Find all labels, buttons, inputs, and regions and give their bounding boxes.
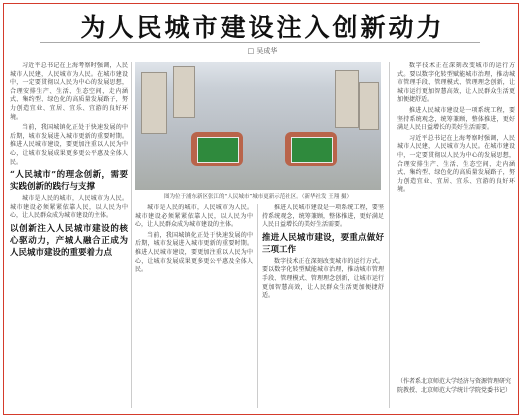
building <box>335 70 359 128</box>
photo-caption: 图为位于浦东新区张江的“人民城市”城市更新示范社区。（新华社发 王翔 摄） <box>164 194 352 200</box>
paragraph: 习近平总书记在上海考察时强调，人民城市人民建，人民城市为人民。在城市建设中，一定要贯彻以人民为中心的发展思想，合理安排生产、生活、生态空间，走内涵式、集约型、绿色化的高质量发展路子，努力创造宜业、宜居、宜乐、宜游的良好环境。 <box>10 62 128 121</box>
column-1 <box>10 62 128 412</box>
paragraph: 数字技术正在深刻改变城市的运行方式。要以数字化转型赋能城市治理，推动城市管理手段、管理模式、管理理念创新，让城市运行更加智慧高效，让人民群众生活更加便捷舒适。 <box>262 257 384 300</box>
column-divider <box>389 62 390 408</box>
column-3 <box>262 204 384 409</box>
title-divider <box>40 42 480 43</box>
city-aerial-photo <box>135 62 381 190</box>
section-heading-3: 推进人民城市建设，要重点做好三项工作 <box>262 232 384 255</box>
column-4 <box>397 62 515 374</box>
section-heading-1: “人民城市”的理念创新，需要实践创新的践行与支撑 <box>10 170 128 193</box>
section-heading-2: 以创新注入人民城市建设的核心驱动力，产城人融合正成为人民城市建设的重要着力点 <box>10 223 128 258</box>
paragraph: 习近平总书记在上海考察时强调，人民城市人民建，人民城市为人民。在城市建设中，一定要贯彻以人民为中心的发展思想，合理安排生产、生活、生态空间，走内涵式、集约型、绿色化的高质量发展路子，努力创造宜业、宜居、宜乐、宜游的良好环境。 <box>397 134 515 194</box>
column-divider <box>131 62 132 408</box>
sports-field <box>197 137 239 163</box>
author-byline: □ 吴成华 <box>247 47 278 55</box>
paragraph: 城市是人民的城市，人民城市为人民。城市建设必须紧紧依靠人民，以人民为中心，让人民群众成为城市建设的主体。 <box>10 195 128 220</box>
column-2 <box>135 204 253 409</box>
building <box>141 72 167 134</box>
paragraph: 推进人民城市建设是一项系统工程，要坚持系统观念，统筹兼顾，整体推进，更好满足人民日益增长的美好生活需要。 <box>262 204 384 229</box>
paragraph: 推进人民城市建设是一项系统工程，要坚持系统观念，统筹兼顾，整体推进，更好满足人民日益增长的美好生活需要。 <box>397 106 515 132</box>
paragraph: 城市是人民的城市，人民城市为人民。城市建设必须紧紧依靠人民，以人民为中心，让人民群众成为城市建设的主体。 <box>135 204 253 229</box>
paragraph: 当前，我国城镇化正处于快速发展的中后期，城市发展进入城市更新的重要时期。推进人民城市建设，要更加注重以人民为中心，让城市发展成果更多更公平惠及全体人民。 <box>10 124 128 166</box>
building <box>173 66 195 118</box>
article-title: 为人民城市建设注入创新动力 <box>80 13 445 42</box>
building <box>359 82 379 130</box>
paragraph: 数字技术正在深刻改变城市的运行方式。要以数字化转型赋能城市治理，推动城市管理手段、管理模式、管理理念创新，让城市运行更加智慧高效，让人民群众生活更加便捷舒适。 <box>397 62 515 104</box>
author-note: （作者系北京师范大学经济与资源管理研究院教授、北京师范大学统计学院党委书记） <box>397 378 512 394</box>
sports-field <box>291 137 333 163</box>
column-divider <box>257 204 258 408</box>
paragraph: 当前，我国城镇化正处于快速发展的中后期，城市发展进入城市更新的重要时期。推进人民城市建设，要更加注重以人民为中心，让城市发展成果更多更公平惠及全体人民。 <box>135 231 253 274</box>
